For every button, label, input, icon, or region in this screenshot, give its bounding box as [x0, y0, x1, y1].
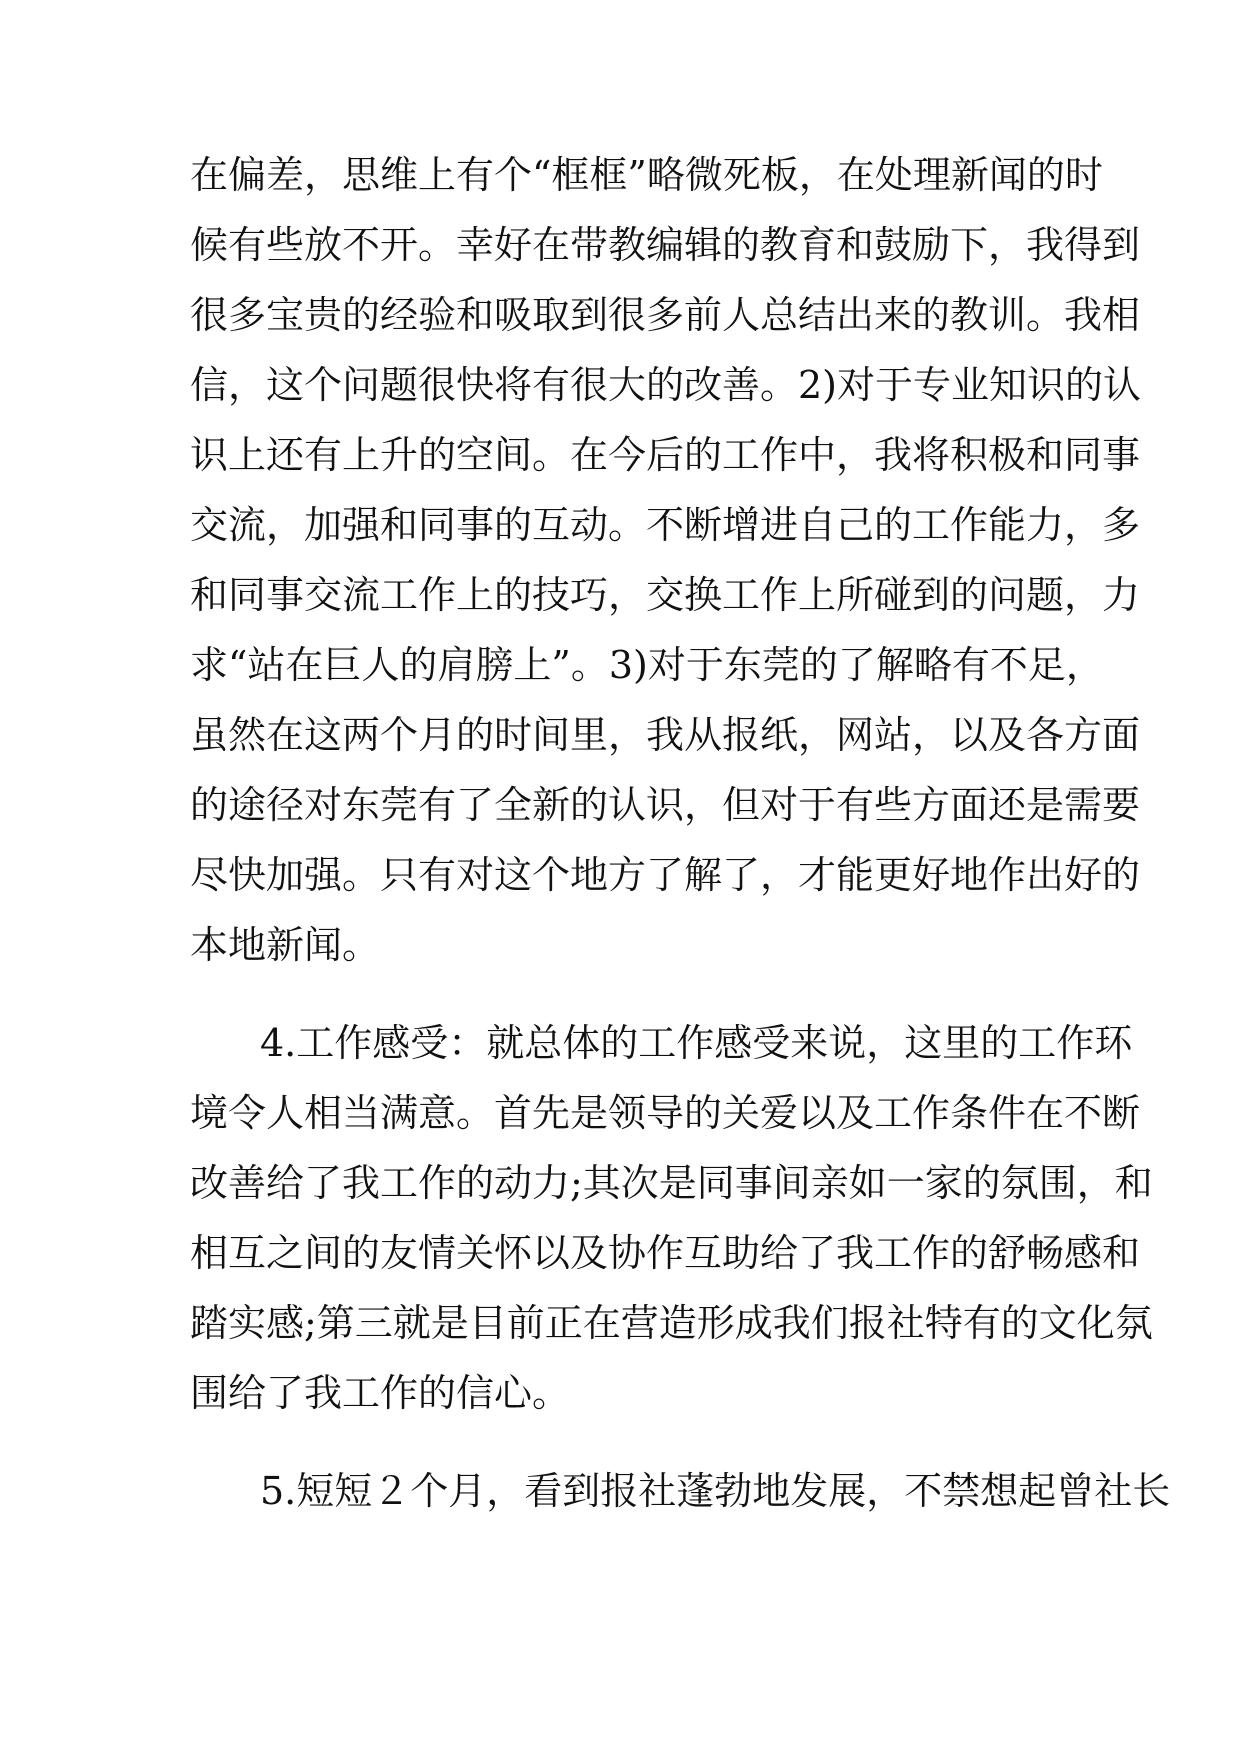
text-line: 境令人相当满意。首先是领导的关爱以及工作条件在不断 [190, 1091, 1141, 1135]
text-line: 很多宝贵的经验和吸取到很多前人总结出来的教训。我相 [190, 293, 1141, 337]
text-line: 虽然在这两个月的时间里，我从报纸，网站，以及各方面 [190, 713, 1141, 757]
text-line: 本地新闻。 [190, 923, 381, 967]
text-line: 和同事交流工作上的技巧，交换工作上所碰到的问题，力 [190, 573, 1141, 617]
text-line: 识上还有上升的空间。在今后的工作中，我将积极和同事 [190, 433, 1141, 477]
text-line: 踏实感;第三就是目前正在营造形成我们报社特有的文化氛 [190, 1301, 1153, 1345]
text-line: 尽快加强。只有对这个地方了解了，才能更好地作出好的 [190, 853, 1141, 897]
text-line: 改善给了我工作的动力;其次是同事间亲如一家的氛围，和 [190, 1161, 1153, 1205]
text-line: 交流，加强和同事的互动。不断增进自己的工作能力，多 [190, 503, 1141, 547]
text-line: 候有些放不开。幸好在带教编辑的教育和鼓励下，我得到 [190, 223, 1141, 267]
paragraph-5-first-line: 5.短短２个月，看到报社蓬勃地发展，不禁想起曾社长 [260, 1469, 1171, 1513]
text-line: 信，这个问题很快将有很大的改善。2)对于专业知识的认 [190, 363, 1142, 407]
text-line: 的途径对东莞有了全新的认识，但对于有些方面还是需要 [190, 783, 1141, 827]
text-line: 围给了我工作的信心。 [190, 1371, 571, 1415]
text-line: 求“站在巨人的肩膀上”。3)对于东莞的了解略有不足， [190, 643, 1104, 687]
text-line: 相互之间的友情关怀以及协作互助给了我工作的舒畅感和 [190, 1231, 1141, 1275]
text-line: 在偏差，思维上有个“框框”略微死板，在处理新闻的时 [190, 153, 1103, 197]
paragraph-4-first-line: 4.工作感受：就总体的工作感受来说，这里的工作环 [260, 1021, 1133, 1065]
